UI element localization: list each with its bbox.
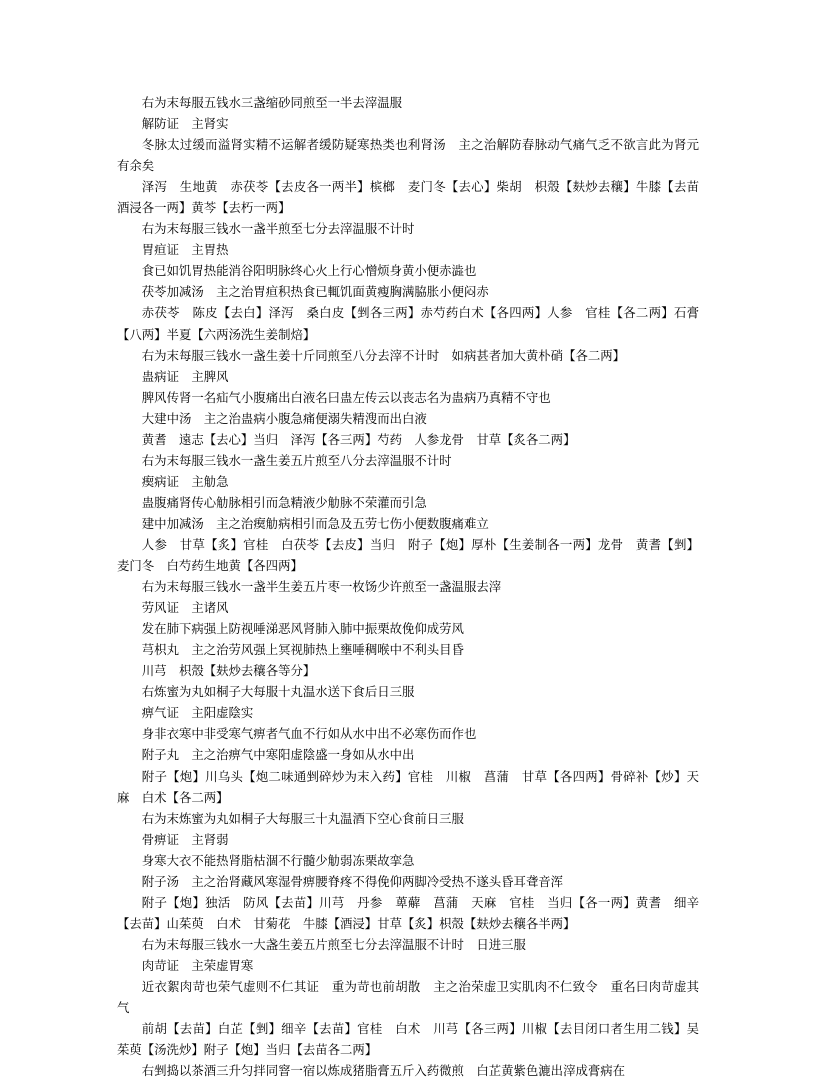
paragraph: 痹气证 主阳虚陰实 bbox=[141, 705, 254, 721]
paragraph: 右为末每服三钱水一盏半生姜五片枣一枚饧少许煎至一盏温服去滓 bbox=[141, 579, 502, 595]
paragraph: 前胡【去苗】白芷【剉】细辛【去苗】官桂 白术 川芎【各三两】川椒【去目闭口者生用二钱】吴茱萸【汤洗炒】附子【炮】当归【去苗各二两】 bbox=[117, 1021, 699, 1058]
paragraph: 附子丸 主之治痹气中寒阳虚陰盛一身如从水中出 bbox=[141, 747, 415, 763]
paragraph: 右为末每服三钱水一盏生姜五片煎至八分去滓温服不计时 bbox=[141, 452, 452, 468]
paragraph: 茯苓加减汤 主之治胃疸积热食已輒饥面黄瘦胸满脇胀小便闷赤 bbox=[141, 284, 489, 300]
paragraph: 身寒大衣不能热肾脂枯涸不行髓少觔弱冻栗故挛急 bbox=[141, 852, 415, 868]
paragraph: 身非衣寒中非受寒气痹者气血不行如从水中出不必寒伤而作也 bbox=[141, 726, 477, 742]
paragraph: 骨痹证 主肾弱 bbox=[141, 831, 229, 847]
paragraph: 蛊腹痛肾传心觔脉相引而急精液少觔脉不荣灌而引急 bbox=[141, 494, 427, 510]
paragraph: 肉苛证 主荣虚胃寒 bbox=[141, 957, 254, 973]
paragraph: 附子【炮】独活 防风【去苗】川芎 丹参 萆薢 菖蒲 天麻 官桂 当归【各一两】黄耆 细辛【去苗】山茱萸 白术 甘菊花 牛膝【酒浸】甘草【炙】枳殼【麸炒去穰各半两】 bbox=[117, 894, 699, 931]
paragraph: 附子汤 主之治肾藏风寒湿骨痹腰脊疼不得俛仰两脚冷受热不遂头昏耳聋音浑 bbox=[141, 873, 564, 889]
paragraph: 右为末每服三钱水一盏半煎至七分去滓温服不计时 bbox=[141, 221, 415, 237]
paragraph: 大建中汤 主之治蛊病小腹急痛便溺失精溲而出白液 bbox=[141, 410, 427, 426]
paragraph: 右为末每服三钱水一盏生姜十斤同煎至八分去滓不计时 如病甚者加大黄朴硝【各二两】 bbox=[141, 347, 626, 363]
document-page bbox=[117, 92, 699, 1081]
paragraph: 冬脉太过缓而溢肾实精不运解者缓防疑寒热类也利肾汤 主之治解防春脉动气痛气乏不欲言此为肾元有余矣 bbox=[117, 137, 699, 174]
paragraph: 蛊病证 主脾风 bbox=[141, 368, 229, 384]
paragraph: 川芎 枳殼【麸炒去穰各等分】 bbox=[141, 663, 316, 679]
paragraph: 脾风传肾一名疝气小腹痛出白液名曰蛊左传云以丧志名为蛊病乃真精不守也 bbox=[141, 389, 551, 405]
paragraph: 黄耆 遠志【去心】当归 泽泻【各三两】芍药 人参龙骨 甘草【炙各二两】 bbox=[141, 431, 576, 447]
paragraph: 右为末每服三钱水一大盏生姜五片煎至七分去滓温服不计时 日进三服 bbox=[141, 936, 526, 952]
paragraph: 胃疸证 主胃热 bbox=[141, 242, 229, 258]
paragraph: 食已如饥胃热能消谷阳明脉终心火上行心憎烦身黄小便赤澁也 bbox=[141, 263, 477, 279]
paragraph: 右剉捣以茶酒三升匀拌同窨一宿以炼成猪脂膏五斤入药微煎 白芷黄紫色漉出滓成膏病在 bbox=[141, 1063, 626, 1079]
paragraph: 近衣絮肉苛也荣气虚则不仁其证 重为苛也前胡散 主之治荣虚卫实肌肉不仁致令 重名曰肉苛虚其气 bbox=[117, 978, 699, 1016]
paragraph: 右为末每服五钱水三盏缩砂同煎至一半去滓温服 bbox=[141, 95, 402, 110]
paragraph: 芎枳丸 主之治劳风强上冥视肺热上壅唾稠喉中不利头目昏 bbox=[141, 642, 464, 658]
paragraph: 解防证 主肾实 bbox=[141, 116, 229, 132]
paragraph: 右为末炼蜜为丸如桐子大每服三十丸温酒下空心食前日三服 bbox=[141, 810, 464, 826]
paragraph: 劳风证 主诸风 bbox=[141, 600, 229, 616]
paragraph: 人参 甘草【炙】官桂 白茯苓【去皮】当归 附子【炮】厚朴【生姜制各一两】龙骨 黄耆【剉】麦门冬 白芍药生地黄【各四两】 bbox=[117, 536, 699, 574]
paragraph: 建中加减汤 主之治瘈觔病相引而急及五劳七伤小便数腹痛难立 bbox=[141, 515, 489, 531]
paragraph: 右炼蜜为丸如桐子大每服十丸温水送下食后日三服 bbox=[141, 684, 415, 700]
paragraph: 发在肺下病强上防视唾涕恶风肾肺入肺中振栗故俛仰成劳风 bbox=[141, 621, 464, 637]
paragraph: 泽泻 生地黄 赤茯苓【去皮各一两半】槟榔 麦门冬【去心】柴胡 枳殼【麸炒去穰】牛膝【去苗酒浸各一两】黄芩【去朽一两】 bbox=[117, 179, 699, 216]
paragraph: 附子【炮】川乌头【炮二味通剉碎炒为末入药】官桂 川椒 菖蒲 甘草【各四两】骨碎补【炒】天麻 白术【各二两】 bbox=[117, 768, 699, 805]
paragraph: 瘈病证 主觔急 bbox=[141, 473, 229, 489]
paragraph: 赤茯苓 陈皮【去白】泽泻 桑白皮【剉各三两】赤芍药白术【各四两】人参 官桂【各二两】石膏【八两】半夏【六两汤洗生姜制焙】 bbox=[117, 305, 699, 342]
